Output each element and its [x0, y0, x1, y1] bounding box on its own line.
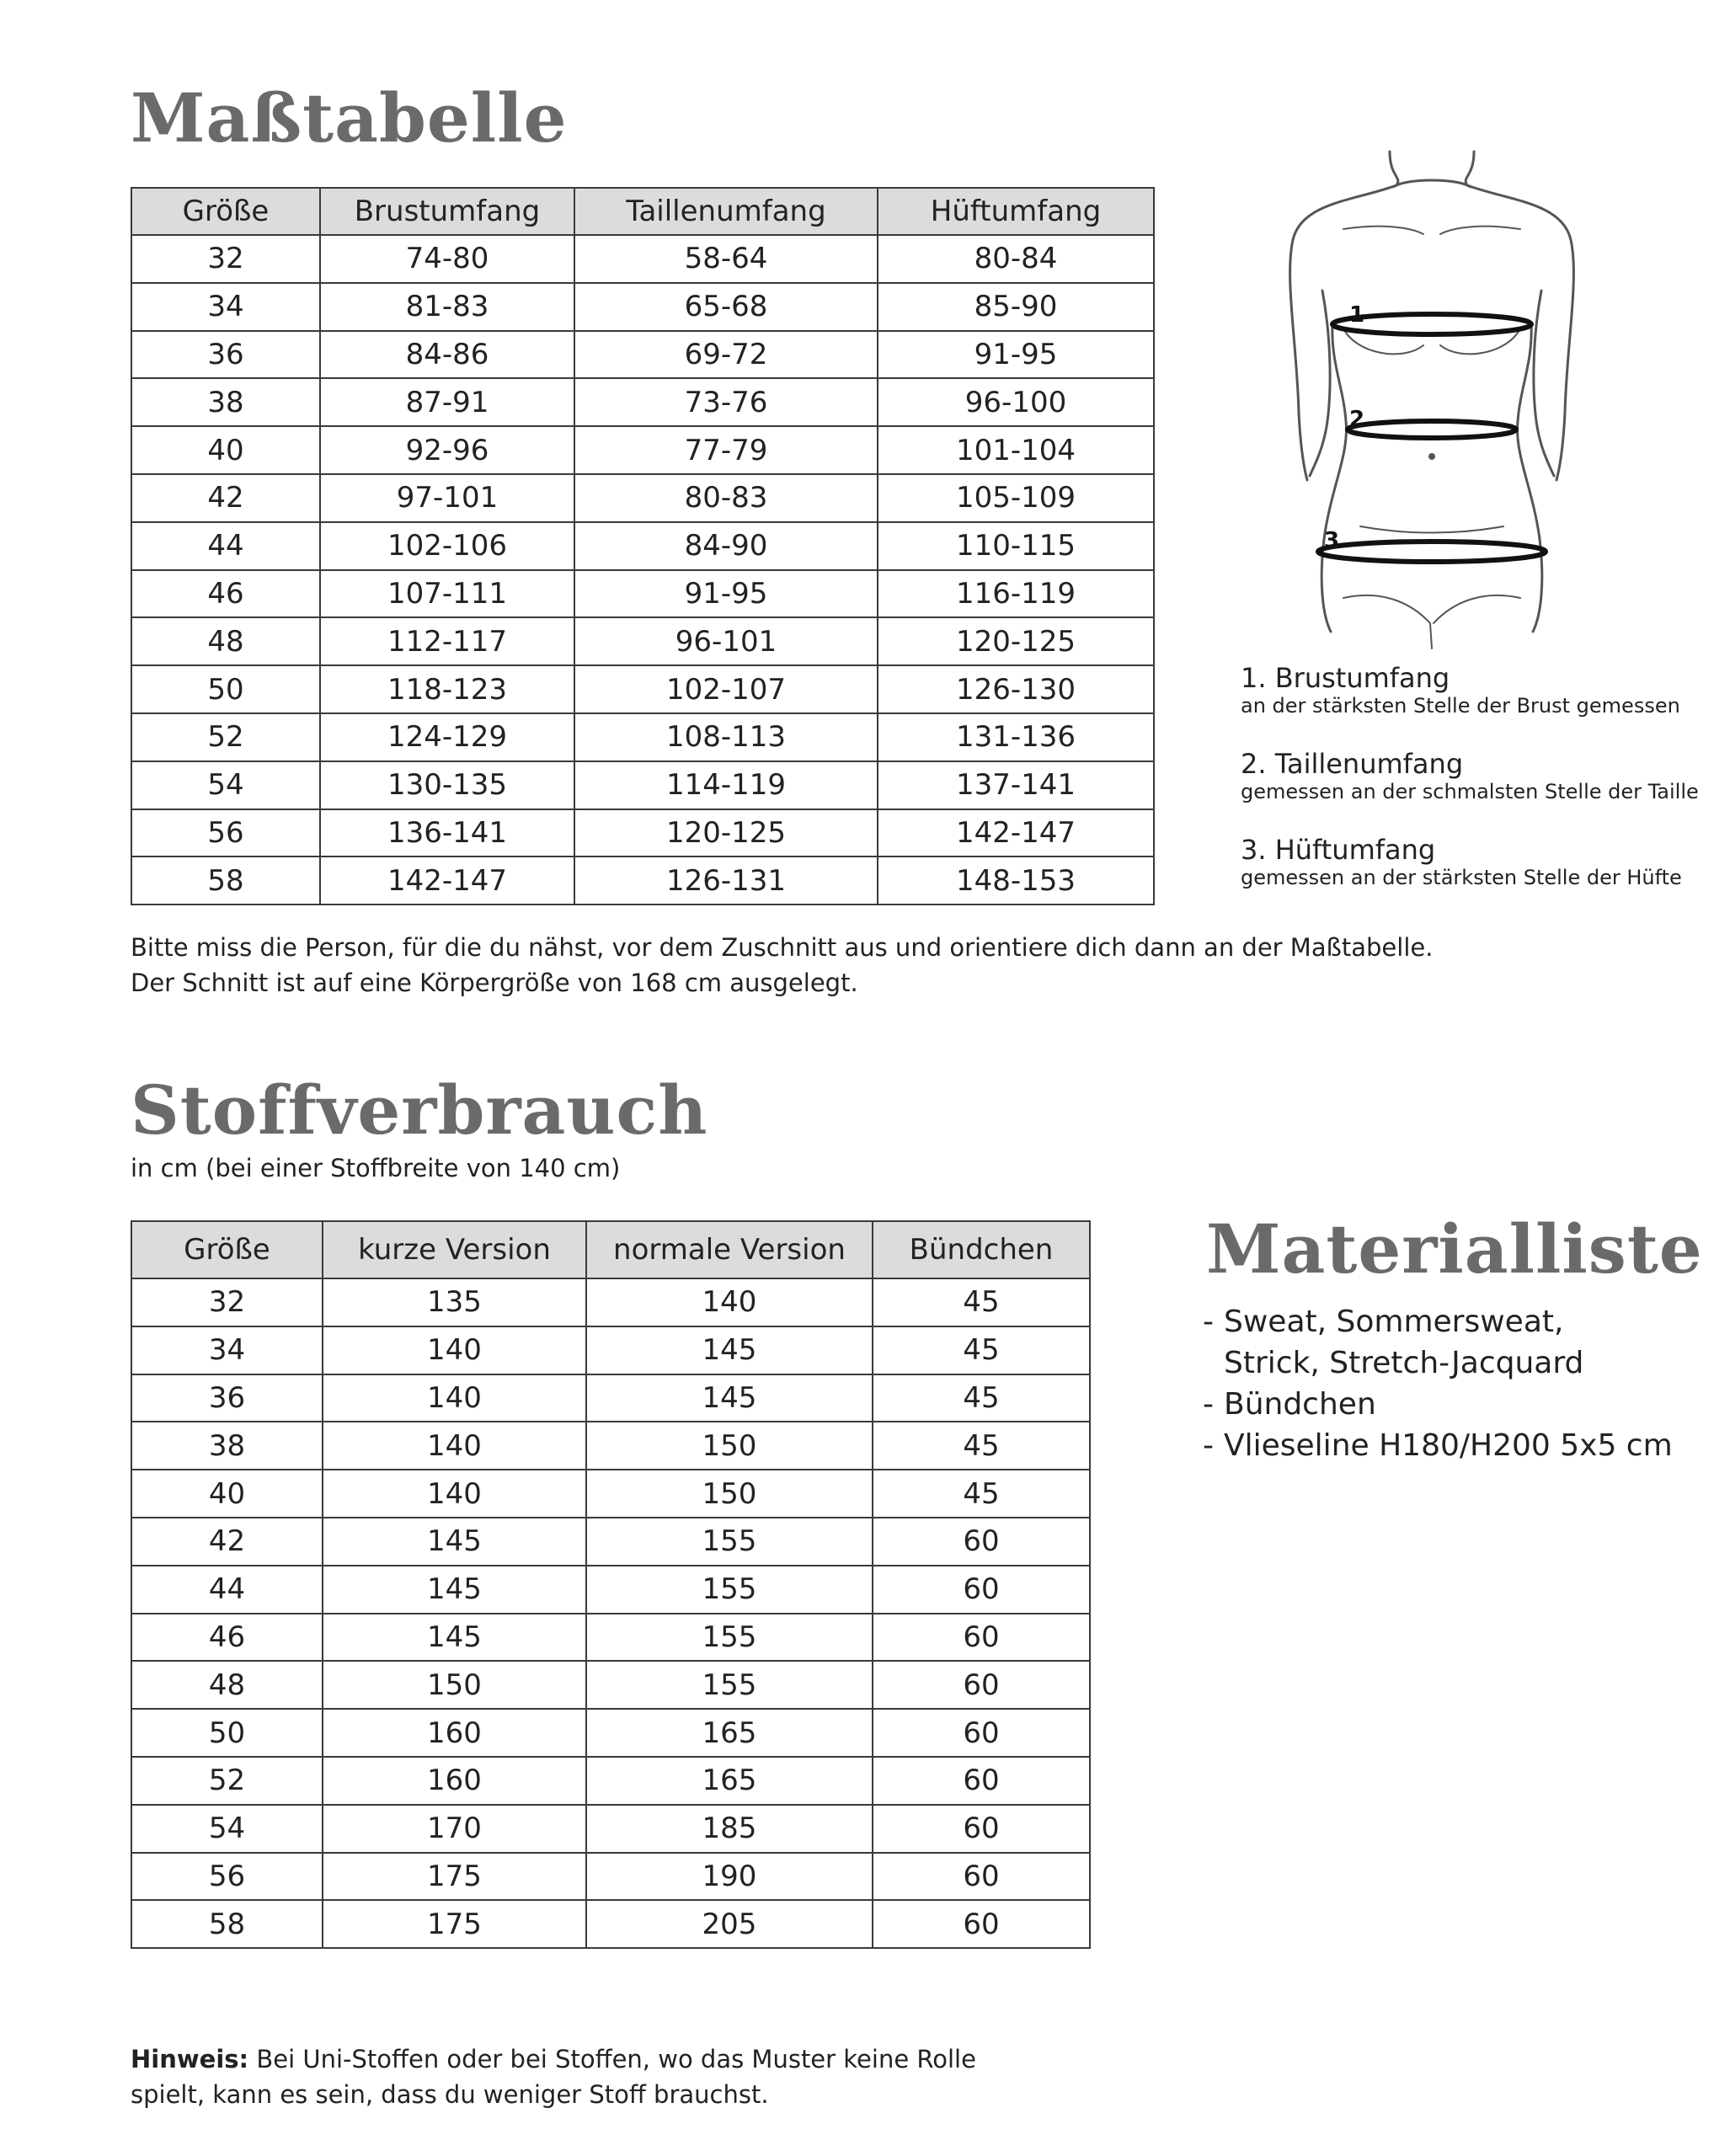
legend-subtitle: gemessen an der schmalsten Stelle der Taille — [1241, 780, 1699, 803]
table-row — [131, 426, 1154, 474]
hint-text-2: spielt, kann es sein, dass du weniger Stoff brauchst. — [131, 2080, 769, 2109]
table-cell: 96-101 — [574, 617, 878, 665]
table-cell: 145 — [586, 1374, 873, 1422]
fabric-title: Stoffverbrauch — [131, 1070, 708, 1150]
table-row — [131, 570, 1154, 618]
table-row — [131, 1757, 1090, 1805]
table-cell: 56 — [131, 1853, 323, 1901]
table-cell: 60 — [873, 1661, 1090, 1709]
legend-title: 2. Taillenumfang — [1241, 748, 1464, 780]
table-row — [131, 1278, 1090, 1326]
table-cell: 69-72 — [574, 331, 878, 379]
table-cell: 114-119 — [574, 761, 878, 809]
table-cell: 155 — [586, 1518, 873, 1566]
fabric-header: kurze Version — [323, 1221, 586, 1278]
table-cell: 126-130 — [878, 665, 1154, 713]
table-cell: 52 — [131, 1757, 323, 1805]
size-chart-header: Hüftumfang — [878, 188, 1154, 235]
size-chart-note — [131, 930, 1433, 1001]
table-cell: 91-95 — [878, 331, 1154, 379]
table-row — [131, 331, 1154, 379]
size-chart-body — [131, 235, 1154, 905]
table-cell: 36 — [131, 331, 320, 379]
table-cell: 60 — [873, 1518, 1090, 1566]
table-cell: 150 — [323, 1661, 586, 1709]
table-row — [131, 235, 1154, 283]
legend-subtitle: gemessen an der stärksten Stelle der Hüfte — [1241, 866, 1682, 889]
table-cell: 107-111 — [320, 570, 574, 618]
size-chart-table — [131, 187, 1155, 905]
table-cell: 140 — [323, 1374, 586, 1422]
fabric-header: Bündchen — [873, 1221, 1090, 1278]
table-cell: 185 — [586, 1805, 873, 1853]
table-cell: 46 — [131, 1614, 323, 1662]
table-cell: 124-129 — [320, 713, 574, 761]
size-chart-header: Taillenumfang — [574, 188, 878, 235]
table-row — [131, 1422, 1090, 1470]
legend-subtitle: an der stärksten Stelle der Brust gemessen — [1241, 694, 1680, 718]
table-cell: 135 — [323, 1278, 586, 1326]
table-cell: 32 — [131, 235, 320, 283]
table-cell: 165 — [586, 1757, 873, 1805]
table-cell: 52 — [131, 713, 320, 761]
table-cell: 140 — [323, 1470, 586, 1518]
table-cell: 60 — [873, 1757, 1090, 1805]
table-cell: 44 — [131, 1566, 323, 1614]
marker-1: 1 — [1349, 302, 1365, 328]
hint-label: Hinweis: — [131, 2045, 249, 2073]
fabric-header-row — [131, 1221, 1090, 1278]
table-cell: 102-106 — [320, 522, 574, 570]
table-cell: 80-84 — [878, 235, 1154, 283]
table-cell: 36 — [131, 1374, 323, 1422]
size-chart-title: Maßtabelle — [131, 78, 568, 157]
table-row — [131, 761, 1154, 809]
legend-title: 1. Brustumfang — [1241, 662, 1450, 694]
table-row — [131, 1518, 1090, 1566]
table-cell: 145 — [323, 1614, 586, 1662]
table-cell: 44 — [131, 522, 320, 570]
size-chart-header: Brustumfang — [320, 188, 574, 235]
marker-3: 3 — [1324, 528, 1340, 553]
table-cell: 145 — [323, 1518, 586, 1566]
table-cell: 45 — [873, 1422, 1090, 1470]
table-cell: 148-153 — [878, 857, 1154, 905]
table-cell: 102-107 — [574, 665, 878, 713]
table-cell: 112-117 — [320, 617, 574, 665]
table-cell: 84-90 — [574, 522, 878, 570]
legend-title: 3. Hüftumfang — [1241, 834, 1436, 866]
table-row — [131, 283, 1154, 331]
table-cell: 84-86 — [320, 331, 574, 379]
material-text: Vlieseline H180/H200 5x5 cm — [1224, 1428, 1673, 1463]
measurement-legend-1 — [1241, 662, 1680, 718]
table-cell: 58-64 — [574, 235, 878, 283]
table-cell: 118-123 — [320, 665, 574, 713]
material-dash: - — [1203, 1387, 1214, 1422]
table-cell: 56 — [131, 809, 320, 857]
table-cell: 60 — [873, 1709, 1090, 1757]
size-note-line-2: Der Schnitt ist auf eine Körpergröße von 168 cm ausgelegt. — [131, 969, 858, 997]
table-cell: 205 — [586, 1900, 873, 1948]
table-cell: 60 — [873, 1566, 1090, 1614]
table-row — [131, 665, 1154, 713]
marker-2: 2 — [1349, 407, 1365, 432]
fabric-header: normale Version — [586, 1221, 873, 1278]
table-cell: 175 — [323, 1900, 586, 1948]
table-row — [131, 1709, 1090, 1757]
table-cell: 87-91 — [320, 378, 574, 426]
table-cell: 91-95 — [574, 570, 878, 618]
fabric-body — [131, 1278, 1090, 1948]
table-cell: 160 — [323, 1757, 586, 1805]
table-cell: 175 — [323, 1853, 586, 1901]
table-cell: 140 — [323, 1422, 586, 1470]
table-row — [131, 378, 1154, 426]
measurement-legend-2 — [1241, 748, 1699, 803]
table-cell: 77-79 — [574, 426, 878, 474]
table-row — [131, 1566, 1090, 1614]
table-cell: 108-113 — [574, 713, 878, 761]
table-cell: 145 — [586, 1326, 873, 1374]
table-cell: 45 — [873, 1470, 1090, 1518]
table-cell: 101-104 — [878, 426, 1154, 474]
table-row — [131, 1900, 1090, 1948]
table-row — [131, 1661, 1090, 1709]
table-cell: 60 — [873, 1900, 1090, 1948]
material-item — [1203, 1301, 1673, 1384]
table-cell: 97-101 — [320, 474, 574, 522]
table-cell: 50 — [131, 1709, 323, 1757]
table-row — [131, 1374, 1090, 1422]
table-cell: 73-76 — [574, 378, 878, 426]
table-cell: 142-147 — [878, 809, 1154, 857]
table-cell: 116-119 — [878, 570, 1154, 618]
table-cell: 58 — [131, 857, 320, 905]
material-item — [1203, 1384, 1673, 1425]
size-note-line-1: Bitte miss die Person, für die du nähst, vor dem Zuschnitt aus und orientiere dich dann an der Maßtabelle. — [131, 933, 1434, 962]
material-text: Sweat, Sommersweat, Strick, Stretch-Jacquard — [1224, 1305, 1584, 1380]
table-cell: 81-83 — [320, 283, 574, 331]
table-cell: 140 — [586, 1278, 873, 1326]
table-cell: 34 — [131, 1326, 323, 1374]
table-cell: 38 — [131, 378, 320, 426]
table-cell: 155 — [586, 1566, 873, 1614]
table-row — [131, 1470, 1090, 1518]
table-cell: 165 — [586, 1709, 873, 1757]
table-cell: 45 — [873, 1326, 1090, 1374]
table-cell: 80-83 — [574, 474, 878, 522]
table-cell: 150 — [586, 1470, 873, 1518]
table-row — [131, 1614, 1090, 1662]
table-cell: 48 — [131, 1661, 323, 1709]
table-cell: 58 — [131, 1900, 323, 1948]
materials-title: Materialliste — [1206, 1209, 1703, 1289]
table-cell: 142-147 — [320, 857, 574, 905]
table-cell: 110-115 — [878, 522, 1154, 570]
measurement-legend-3 — [1241, 834, 1682, 889]
table-cell: 40 — [131, 426, 320, 474]
table-cell: 170 — [323, 1805, 586, 1853]
table-cell: 65-68 — [574, 283, 878, 331]
material-dash: - — [1203, 1305, 1214, 1339]
table-cell: 34 — [131, 283, 320, 331]
table-row — [131, 1853, 1090, 1901]
table-cell: 120-125 — [878, 617, 1154, 665]
hint-text-1: Bei Uni-Stoffen oder bei Stoffen, wo das Muster keine Rolle — [248, 2045, 976, 2073]
table-cell: 60 — [873, 1614, 1090, 1662]
material-item — [1203, 1425, 1673, 1466]
table-row — [131, 809, 1154, 857]
table-row — [131, 617, 1154, 665]
table-cell: 32 — [131, 1278, 323, 1326]
size-chart-header: Größe — [131, 188, 320, 235]
table-cell: 85-90 — [878, 283, 1154, 331]
body-measurement-figure — [1263, 143, 1600, 665]
table-cell: 54 — [131, 761, 320, 809]
size-chart-header-row — [131, 188, 1154, 235]
table-cell: 38 — [131, 1422, 323, 1470]
table-row — [131, 1805, 1090, 1853]
materials-list — [1203, 1301, 1673, 1466]
table-cell: 145 — [323, 1566, 586, 1614]
table-cell: 54 — [131, 1805, 323, 1853]
table-row — [131, 474, 1154, 522]
table-row — [131, 1326, 1090, 1374]
table-cell: 126-131 — [574, 857, 878, 905]
fabric-table — [131, 1220, 1091, 1949]
fabric-subtitle: in cm (bei einer Stoffbreite von 140 cm) — [131, 1154, 621, 1182]
table-cell: 48 — [131, 617, 320, 665]
table-cell: 42 — [131, 474, 320, 522]
table-row — [131, 522, 1154, 570]
table-cell: 50 — [131, 665, 320, 713]
table-cell: 60 — [873, 1805, 1090, 1853]
table-cell: 155 — [586, 1614, 873, 1662]
table-cell: 130-135 — [320, 761, 574, 809]
table-cell: 137-141 — [878, 761, 1154, 809]
table-cell: 74-80 — [320, 235, 574, 283]
table-cell: 45 — [873, 1278, 1090, 1326]
hint-note — [131, 2041, 976, 2112]
table-cell: 46 — [131, 570, 320, 618]
table-cell: 96-100 — [878, 378, 1154, 426]
table-cell: 105-109 — [878, 474, 1154, 522]
table-cell: 45 — [873, 1374, 1090, 1422]
table-cell: 131-136 — [878, 713, 1154, 761]
table-cell: 42 — [131, 1518, 323, 1566]
table-row — [131, 713, 1154, 761]
material-text: Bündchen — [1224, 1387, 1376, 1422]
table-cell: 155 — [586, 1661, 873, 1709]
table-cell: 136-141 — [320, 809, 574, 857]
table-cell: 160 — [323, 1709, 586, 1757]
fabric-header: Größe — [131, 1221, 323, 1278]
table-cell: 150 — [586, 1422, 873, 1470]
material-dash: - — [1203, 1428, 1214, 1463]
table-cell: 190 — [586, 1853, 873, 1901]
table-cell: 60 — [873, 1853, 1090, 1901]
table-cell: 140 — [323, 1326, 586, 1374]
table-cell: 40 — [131, 1470, 323, 1518]
table-cell: 120-125 — [574, 809, 878, 857]
table-cell: 92-96 — [320, 426, 574, 474]
table-row — [131, 857, 1154, 905]
